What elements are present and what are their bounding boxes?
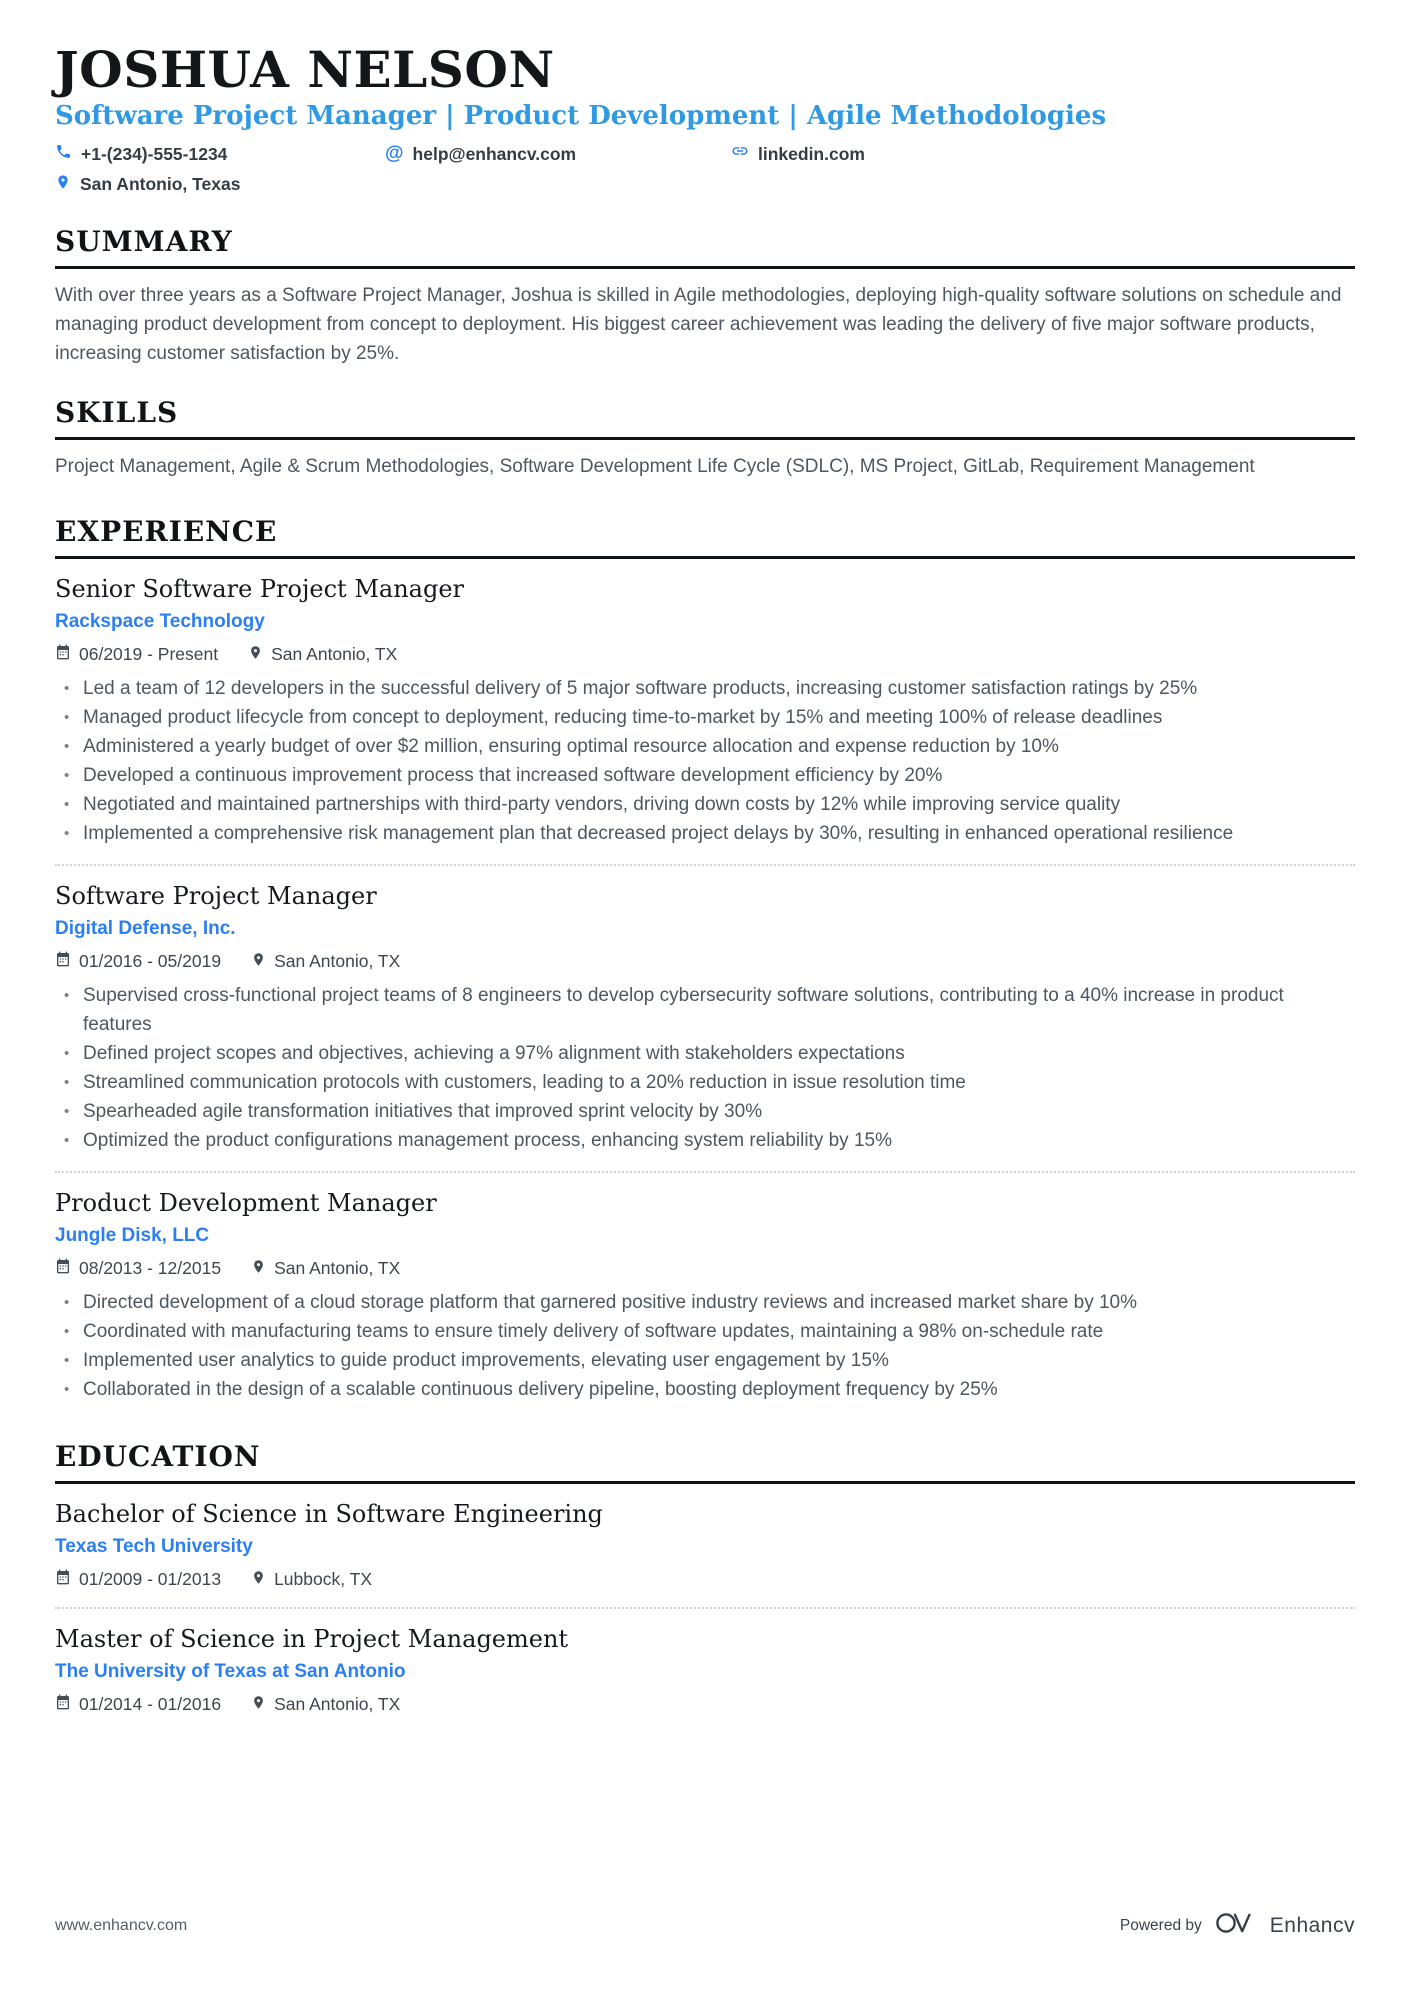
brand-name: Enhancv: [1269, 1913, 1355, 1937]
contact-block: [55, 141, 1355, 197]
experience-entry: [55, 866, 1355, 1155]
footer-website-link[interactable]: www.enhancv.com: [55, 1916, 188, 1934]
skills-heading: SKILLS: [55, 396, 1355, 440]
calendar-icon: [55, 1692, 71, 1716]
footer-brand[interactable]: [1120, 1908, 1355, 1943]
bullet-item: • Developed a continuous improvement process that increased software development efficiency by 20%: [55, 761, 1355, 790]
link-icon: [731, 141, 749, 167]
page-footer: [55, 1908, 1355, 1943]
bullet-item: • Spearheaded agile transformation initiatives that improved sprint velocity by 30%: [55, 1097, 1355, 1126]
email-address[interactable]: help@enhancv.com: [412, 144, 577, 165]
bullet-item: • Optimized the product configurations management process, enhancing system reliability by 15%: [55, 1126, 1355, 1155]
job-dates: 06/2019 - Present: [55, 642, 218, 666]
bullet-item: • Negotiated and maintained partnerships with third-party vendors, driving down costs by 12% while improving service quality: [55, 790, 1355, 819]
at-sign-icon: @: [385, 143, 404, 165]
summary-section: [55, 225, 1355, 368]
powered-by-label: Powered by: [1119, 1916, 1202, 1934]
linkedin-url[interactable]: linkedin.com: [758, 144, 865, 165]
phone-contact: [55, 141, 385, 167]
school-name: The University of Texas at San Antonio: [55, 1661, 406, 1683]
job-title: Senior Software Project Manager: [55, 575, 465, 604]
company-name: Rackspace Technology: [55, 611, 265, 633]
education-entry: [55, 1484, 1355, 1591]
school-name: Texas Tech University: [55, 1536, 253, 1558]
education-entry: [55, 1609, 1355, 1716]
calendar-icon: [55, 642, 71, 666]
job-dates: 01/2016 - 05/2019: [55, 949, 221, 973]
calendar-icon: [55, 1567, 71, 1591]
job-bullets: [55, 674, 1355, 848]
bullet-item: • Implemented a comprehensive risk management plan that decreased project delays by 30%, resulting in enhanced operational resilience: [55, 819, 1355, 848]
calendar-icon: [55, 1256, 71, 1280]
degree-location: Lubbock, TX: [251, 1567, 372, 1591]
bullet-item: • Led a team of 12 developers in the successful delivery of 5 major software products, increasing customer satisfaction ratings by 25%: [55, 674, 1355, 703]
degree-title: Master of Science in Project Management: [55, 1625, 569, 1654]
company-name: Jungle Disk, LLC: [55, 1225, 210, 1247]
degree-dates: 01/2014 - 01/2016: [55, 1692, 221, 1716]
education-heading: EDUCATION: [55, 1440, 1355, 1484]
bullet-item: • Administered a yearly budget of over $2 million, ensuring optimal resource allocation and expense reduction by 10%: [55, 732, 1355, 761]
summary-text: With over three years as a Software Project Manager, Joshua is skilled in Agile methodologies, deploying high-quality software solutions on schedule and managing product development from concept to deployment. His biggest career achievement was leading the delivery of five major software products, increasing customer satisfaction by 25%.: [55, 285, 1342, 365]
bullet-item: • Collaborated in the design of a scalable continuous delivery pipeline, boosting deployment frequency by 25%: [55, 1375, 1355, 1404]
location-pin-icon: [55, 171, 71, 197]
company-name: Digital Defense, Inc.: [55, 918, 236, 940]
degree-location: San Antonio, TX: [251, 1692, 400, 1716]
linkedin-contact[interactable]: [731, 141, 865, 167]
degree-title: Bachelor of Science in Software Engineering: [55, 1500, 603, 1529]
skills-section: [55, 396, 1355, 481]
experience-entry: [55, 559, 1355, 848]
map-pin-icon: [251, 1567, 266, 1591]
candidate-name: JOSHUA NELSON: [55, 40, 555, 99]
email-contact[interactable]: [385, 141, 731, 167]
resume-header: [55, 40, 1355, 197]
bullet-item: • Defined project scopes and objectives, achieving a 97% alignment with stakeholders expectations: [55, 1039, 1355, 1068]
job-dates: 08/2013 - 12/2015: [55, 1256, 221, 1280]
job-location: San Antonio, TX: [251, 949, 400, 973]
job-title: Product Development Manager: [55, 1189, 437, 1218]
experience-entry: [55, 1173, 1355, 1404]
bullet-item: • Directed development of a cloud storage platform that garnered positive industry reviews and increased market share by 10%: [55, 1288, 1355, 1317]
job-location: San Antonio, TX: [248, 642, 397, 666]
skills-text: Project Management, Agile & Scrum Methodologies, Software Development Life Cycle (SDLC), MS Project, GitLab, Requirement Management: [55, 456, 1255, 478]
bullet-item: • Streamlined communication protocols with customers, leading to a 20% reduction in issue resolution time: [55, 1068, 1355, 1097]
map-pin-icon: [248, 642, 263, 666]
enhancv-logo-icon: [1215, 1908, 1257, 1943]
phone-icon: [55, 141, 72, 167]
candidate-headline: Software Project Manager | Product Development | Agile Methodologies: [55, 100, 1107, 131]
bullet-item: • Implemented user analytics to guide product improvements, elevating user engagement by 15%: [55, 1346, 1355, 1375]
location-text: San Antonio, Texas: [80, 174, 241, 195]
degree-dates: 01/2009 - 01/2013: [55, 1567, 221, 1591]
bullet-item: • Coordinated with manufacturing teams to ensure timely delivery of software updates, maintaining a 98% on-schedule rate: [55, 1317, 1355, 1346]
job-bullets: [55, 981, 1355, 1155]
experience-heading: EXPERIENCE: [55, 515, 1355, 559]
map-pin-icon: [251, 1256, 266, 1280]
summary-heading: SUMMARY: [55, 225, 1355, 269]
bullet-item: • Supervised cross-functional project teams of 8 engineers to develop cybersecurity software solutions, contributing to a 40% increase in product features: [55, 981, 1355, 1039]
job-bullets: [55, 1288, 1355, 1404]
job-location: San Antonio, TX: [251, 1256, 400, 1280]
map-pin-icon: [251, 949, 266, 973]
education-section: [55, 1440, 1355, 1716]
phone-number: +1-(234)-555-1234: [81, 144, 228, 165]
location-contact: [55, 171, 240, 197]
map-pin-icon: [251, 1692, 266, 1716]
bullet-item: • Managed product lifecycle from concept to deployment, reducing time-to-market by 15% and meeting 100% of release deadlines: [55, 703, 1355, 732]
calendar-icon: [55, 949, 71, 973]
experience-section: [55, 515, 1355, 1404]
job-title: Software Project Manager: [55, 882, 377, 911]
